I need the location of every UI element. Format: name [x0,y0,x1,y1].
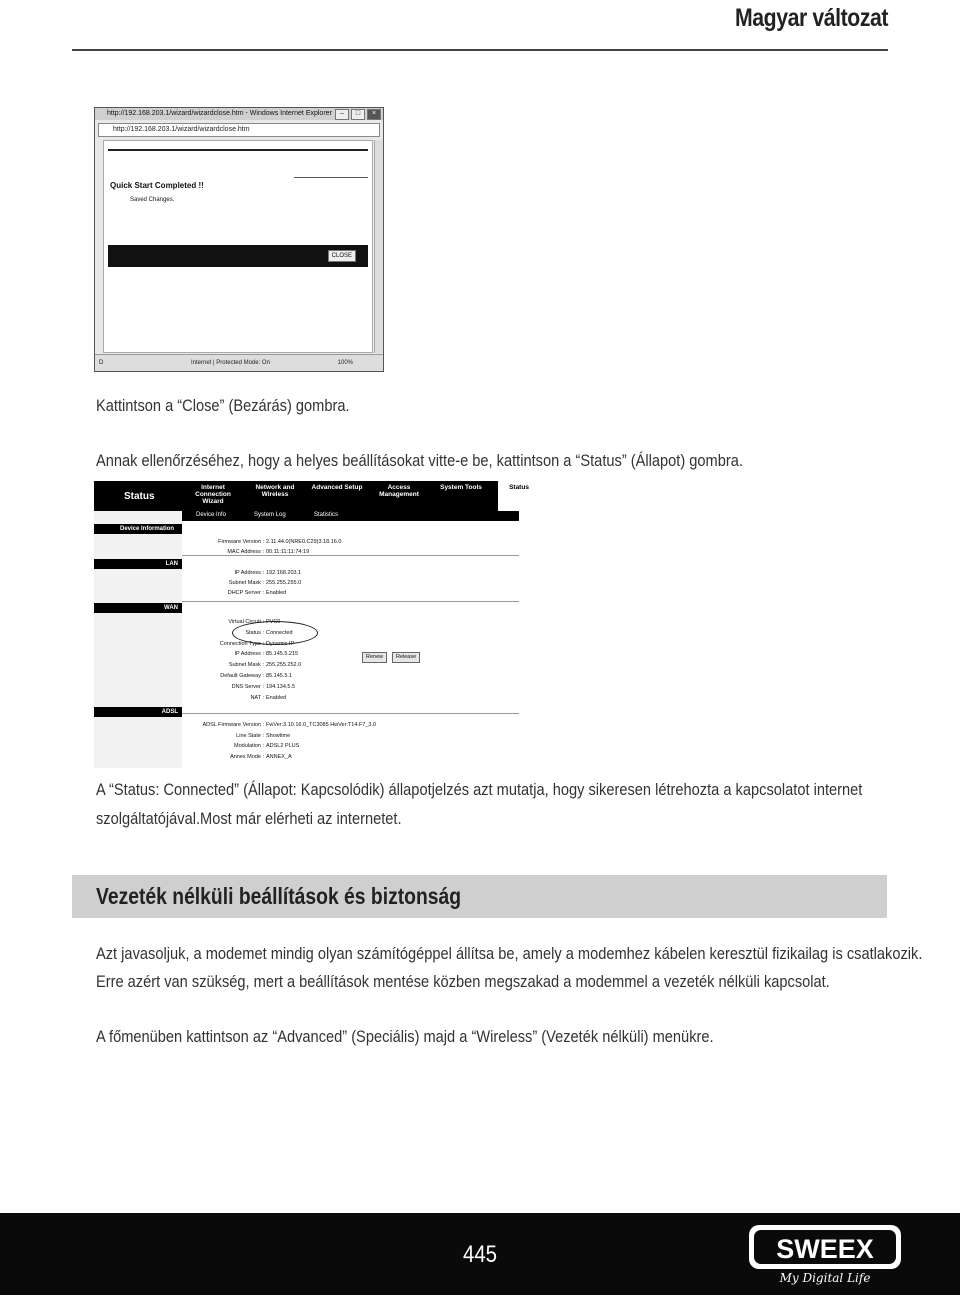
row-key: Status : [245,629,264,636]
router-row-adsl [154,754,292,760]
row-value: ANNEX_A [266,753,292,760]
divider [182,713,519,714]
paragraph-advanced-wireless: A főmenüben kattintson az “Advanced” (Speciális) majd a “Wireless” (Vezeték nélküli) menükre. [96,1027,714,1046]
row-value: ADSL2 PLUS [266,743,300,749]
paragraph-recommend-1: Azt javasoljuk, a modemet mindig olyan számítógéppel állítsa be, amely a modemhez kábelen keresztül fizikailag is csatlakozik. [96,944,923,963]
logo-tagline: My Digital Life [779,1271,871,1285]
zoom-level: 100% [337,360,353,366]
row-key: Default Gateway : [220,673,264,679]
row-key: DNS Server : [231,683,264,690]
row-value: 85.145.5.1 [266,673,292,679]
paragraph-recommend-2: Erre azért van szükség, mert a beállítások mentése közben megszakad a modemmel a vezeték nélküli kapcsolat. [96,972,830,991]
close-window-icon: × [367,109,381,120]
router-page-label: Status [124,491,155,502]
release-button: Release [392,652,420,663]
status-highlight-oval [232,621,318,645]
router-row-wan [154,651,298,657]
nav-access-management: Access Management [379,484,419,498]
close-bar [108,245,368,267]
row-key: Modulation : [234,743,264,749]
divider [182,601,519,602]
row-key: Line State : [236,732,264,739]
logo-wordmark: SWEEX [776,1234,874,1264]
nav-status: Status [498,481,540,511]
row-value: 255.255.255.0 [266,580,302,586]
nav-advanced-setup: Advanced Setup [311,484,363,491]
paragraph-status: Annak ellenőrzéséhez, hogy a helyes beállításokat vitte-e be, kattintson a “Status” (Állapot) gombra. [96,451,743,470]
row-key: Subnet Mask : [228,662,264,669]
page-header-title: Magyar változat [734,4,888,32]
router-row-device [154,549,309,555]
router-row-adsl [154,722,376,728]
page-number: 445 [462,1241,498,1268]
nav-network-wireless: Network and Wireless [255,484,295,498]
row-key: Firmware Version : [218,539,264,545]
window-controls [335,109,381,120]
minimize-icon: – [335,109,349,120]
router-row-lan [154,570,301,576]
row-key: Virtual Circuit : [228,619,264,625]
row-key: DHCP Server : [227,590,264,596]
browser-address-bar: http://192.168.203.1/wizard/wizardclose.htm [98,123,380,137]
paragraph-connected-2: szolgáltatójával.Most már elérheti az internetet. [96,809,402,828]
subtab-device-info: Device Info [196,512,227,518]
row-key: Subnet Mask : [228,580,264,586]
router-row-wan [154,662,301,668]
row-value: 00:11:11:11:74:19 [266,549,310,555]
section-adsl: ADSL [94,707,182,717]
paragraph-close: Kattintson a “Close” (Bezárás) gombra. [96,396,350,415]
row-value: 85.145.5.215 [266,651,299,658]
status-left: D [99,360,104,366]
section-lan: LAN [94,559,182,569]
content-top-rule [108,149,368,151]
browser-scrollbar [374,140,383,353]
row-value: FwVer:3.10.16.0_TC3085 HwVer:T14.F7_3.0 [266,722,377,728]
paragraph-connected-1: A “Status: Connected” (Állapot: Kapcsolódik) állapotjelzés azt mutatja, hogy sikeresen létrehozta a kapcsolatot internet [96,780,863,799]
row-key: MAC Address : [227,549,264,555]
saved-changes-text: Saved Changes. [130,197,175,203]
row-key: IP Address : [234,651,264,658]
router-row-wan [154,684,295,690]
renew-button: Renew [362,652,387,663]
router-row-lan [154,590,286,596]
row-value: Showtime [266,732,291,739]
row-key: ADSL Firmware Version : [202,722,264,728]
router-nav [182,481,584,511]
router-row-wan [154,673,292,679]
router-row-lan [154,580,301,586]
row-key: IP Address : [234,570,264,576]
section-title: Vezeték nélküli beállítások és biztonság [96,883,462,909]
row-value: PVC0 [266,619,281,625]
browser-screenshot [94,107,384,372]
close-button: CLOSE [328,250,356,262]
nav-wizard: Internet Connection Wizard [195,484,231,505]
subtab-system-log: System Log [254,512,286,518]
row-value: Connected [266,629,293,636]
browser-status-bar [95,354,383,371]
browser-content [103,140,373,353]
router-row-adsl [154,733,290,739]
nav-system-tools: System Tools [440,484,482,491]
nav-help: Help [554,484,570,491]
content-rule [294,177,368,178]
router-row-device [154,539,341,545]
row-value: 255.255.252.0 [266,662,302,669]
row-value: 192.168.203.1 [266,570,302,576]
divider [182,555,519,556]
maximize-icon: □ [351,109,365,120]
subtab-statistics: Statistics [314,512,339,518]
section-heading-bar [72,875,887,918]
row-value: 194.134.5.5 [266,683,296,690]
quick-start-heading: Quick Start Completed !! [110,181,204,190]
row-value: Dynamic IP [266,640,295,647]
sweex-logo [746,1219,906,1285]
status-zone: Internet | Protected Mode: On [191,360,270,366]
row-value: Enabled [266,590,287,596]
router-subtabs [182,511,519,521]
row-key: Annex Mode : [230,753,264,760]
router-status-screenshot [94,481,570,768]
browser-title-bar: http://192.168.203.1/wizard/wizardclose.htm - Windows Internet Explorer [95,108,383,120]
row-value: 2.11.44.0(NRE0.C29)3.18.16.0 [266,539,342,545]
header-rule [72,49,888,51]
router-row-wan [154,695,286,701]
row-key: NAT : [250,694,264,701]
router-row-adsl [154,743,299,749]
row-value: Enabled [266,694,287,701]
section-wan: WAN [94,603,182,613]
section-device-info: Device Information [94,524,182,534]
row-key: Connection Type : [219,640,264,647]
